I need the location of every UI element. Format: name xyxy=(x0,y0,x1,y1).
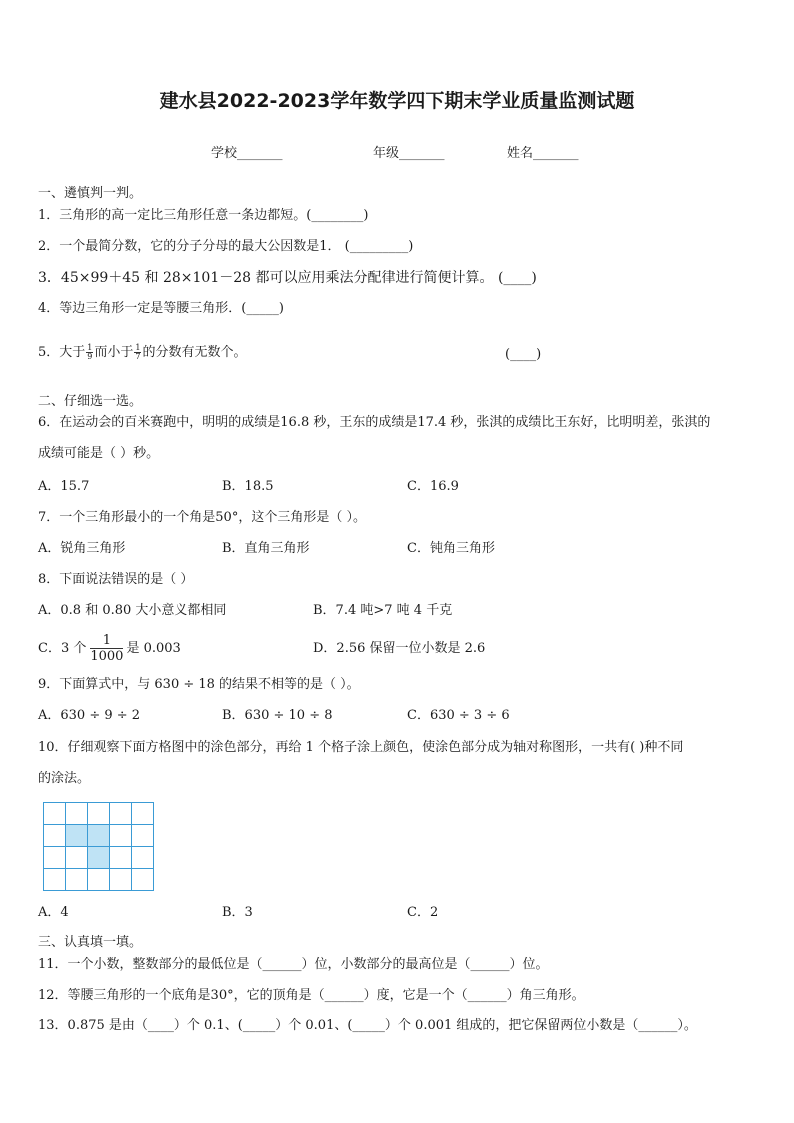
grid-cell xyxy=(132,803,154,825)
grid-cell xyxy=(132,825,154,847)
grid-cell xyxy=(110,847,132,869)
question-13: 13．0.875 是由（____）个 0.1、(_____）个 0.01、(_____）个 0.001 组成的，把它保留两位小数是（______）。 xyxy=(38,1018,697,1033)
q5-text-post: 的分数有无数个。 xyxy=(142,345,247,360)
question-12: 12．等腰三角形的一个底角是30°，它的顶角是（______）度，它是一个（______）角三角形。 xyxy=(38,988,585,1003)
question-1: 1．三角形的高一定比三角形任意一条边都短。(________) xyxy=(38,208,369,223)
q8-option-a[interactable]: A．0.8 和 0.80 大小意义都相同 xyxy=(38,603,227,618)
grid-cell xyxy=(88,869,110,891)
question-4: 4．等边三角形一定是等腰三角形．(_____) xyxy=(38,301,284,316)
grid-cell xyxy=(44,825,66,847)
question-7: 7．一个三角形最小的一个角是50°，这个三角形是（ ）。 xyxy=(38,510,366,525)
grid-cell-shaded xyxy=(88,847,110,869)
q8-c-post: 是 0.003 xyxy=(126,641,181,656)
q8-option-b[interactable]: B．7.4 吨>7 吨 4 千克 xyxy=(313,603,453,618)
grid-cell xyxy=(66,869,88,891)
grid-cell xyxy=(44,803,66,825)
question-5 xyxy=(38,344,247,362)
grid-cell xyxy=(66,803,88,825)
question-3: 3．45×99＋45 和 28×101－28 都可以应用乘法分配律进行简便计算。 (____) xyxy=(38,270,537,286)
grid-cell xyxy=(132,869,154,891)
question-9: 9．下面算式中，与 630 ÷ 18 的结果不相等的是（ ）。 xyxy=(38,677,360,692)
q9-option-c[interactable]: C．630 ÷ 3 ÷ 6 xyxy=(407,708,510,723)
section-heading-2: 二、仔细选一选。 xyxy=(38,394,143,409)
question-11: 11．一个小数，整数部分的最低位是（______）位，小数部分的最高位是（______）位。 xyxy=(38,957,549,972)
grid-cell xyxy=(110,825,132,847)
q9-option-a[interactable]: A．630 ÷ 9 ÷ 2 xyxy=(38,708,141,723)
grid-cell-shaded xyxy=(66,825,88,847)
page-title: 建水县2022-2023学年数学四下期末学业质量监测试题 xyxy=(159,90,635,112)
question-5-blank[interactable]: (____) xyxy=(505,347,542,362)
fraction-one-seventh: $\frac{1}{7}$ xyxy=(135,343,141,361)
section-heading-3: 三、认真填一填。 xyxy=(38,935,143,950)
grid xyxy=(43,802,154,891)
q8-option-c[interactable] xyxy=(38,633,181,664)
section-heading-1: 一、遴慎判一判。 xyxy=(38,186,143,201)
grid-cell-shaded xyxy=(88,825,110,847)
grid-cell xyxy=(88,803,110,825)
q10-option-a[interactable]: A．4 xyxy=(38,905,69,920)
question-6-line-2: 成绩可能是（ ）秒。 xyxy=(38,446,160,461)
q6-option-c[interactable]: C．16.9 xyxy=(407,479,459,494)
grid-cell xyxy=(66,847,88,869)
q5-text-pre: 5．大于 xyxy=(38,345,86,360)
q10-option-b[interactable]: B．3 xyxy=(222,905,253,920)
q8-c-pre: C．3 个 xyxy=(38,641,87,656)
q6-option-b[interactable]: B．18.5 xyxy=(222,479,274,494)
q10-option-c[interactable]: C．2 xyxy=(407,905,439,920)
grid-cell xyxy=(44,847,66,869)
q8-option-d[interactable]: D．2.56 保留一位小数是 2.6 xyxy=(313,641,486,656)
fraction-one-thousandth: $\frac{1}{1000}$ xyxy=(90,633,124,664)
fraction-one-ninth: $\frac{1}{9}$ xyxy=(87,343,93,361)
grid-cell xyxy=(132,847,154,869)
grid-cell xyxy=(110,803,132,825)
q6-option-a[interactable]: A．15.7 xyxy=(38,479,90,494)
question-10-line-2: 的涂法。 xyxy=(38,771,91,786)
question-10-line-1: 10．仔细观察下面方格图中的涂色部分，再给 1 个格子涂上颜色，使涂色部分成为轴对称图形，一共有( )种不同 xyxy=(38,740,684,755)
q7-option-a[interactable]: A．锐角三角形 xyxy=(38,541,126,556)
question-2: 2．一个最简分数，它的分子分母的最大公因数是1． (_________) xyxy=(38,239,414,254)
grade-field[interactable]: 年级_______ xyxy=(373,146,445,161)
name-field[interactable]: 姓名_______ xyxy=(507,146,579,161)
grid-cell xyxy=(110,869,132,891)
grid-cell xyxy=(44,869,66,891)
q9-option-b[interactable]: B．630 ÷ 10 ÷ 8 xyxy=(222,708,333,723)
q7-option-b[interactable]: B．直角三角形 xyxy=(222,541,310,556)
q7-option-c[interactable]: C．钝角三角形 xyxy=(407,541,495,556)
square-grid-figure xyxy=(43,802,154,891)
school-field[interactable]: 学校_______ xyxy=(211,146,283,161)
question-6-line-1: 6．在运动会的百米赛跑中，明明的成绩是16.8 秒，王东的成绩是17.4 秒，张淇的成绩比王东好，比明明差，张淇的 xyxy=(38,415,711,430)
q5-text-mid: 而小于 xyxy=(94,345,134,360)
question-8: 8．下面说法错误的是（ ） xyxy=(38,572,194,587)
